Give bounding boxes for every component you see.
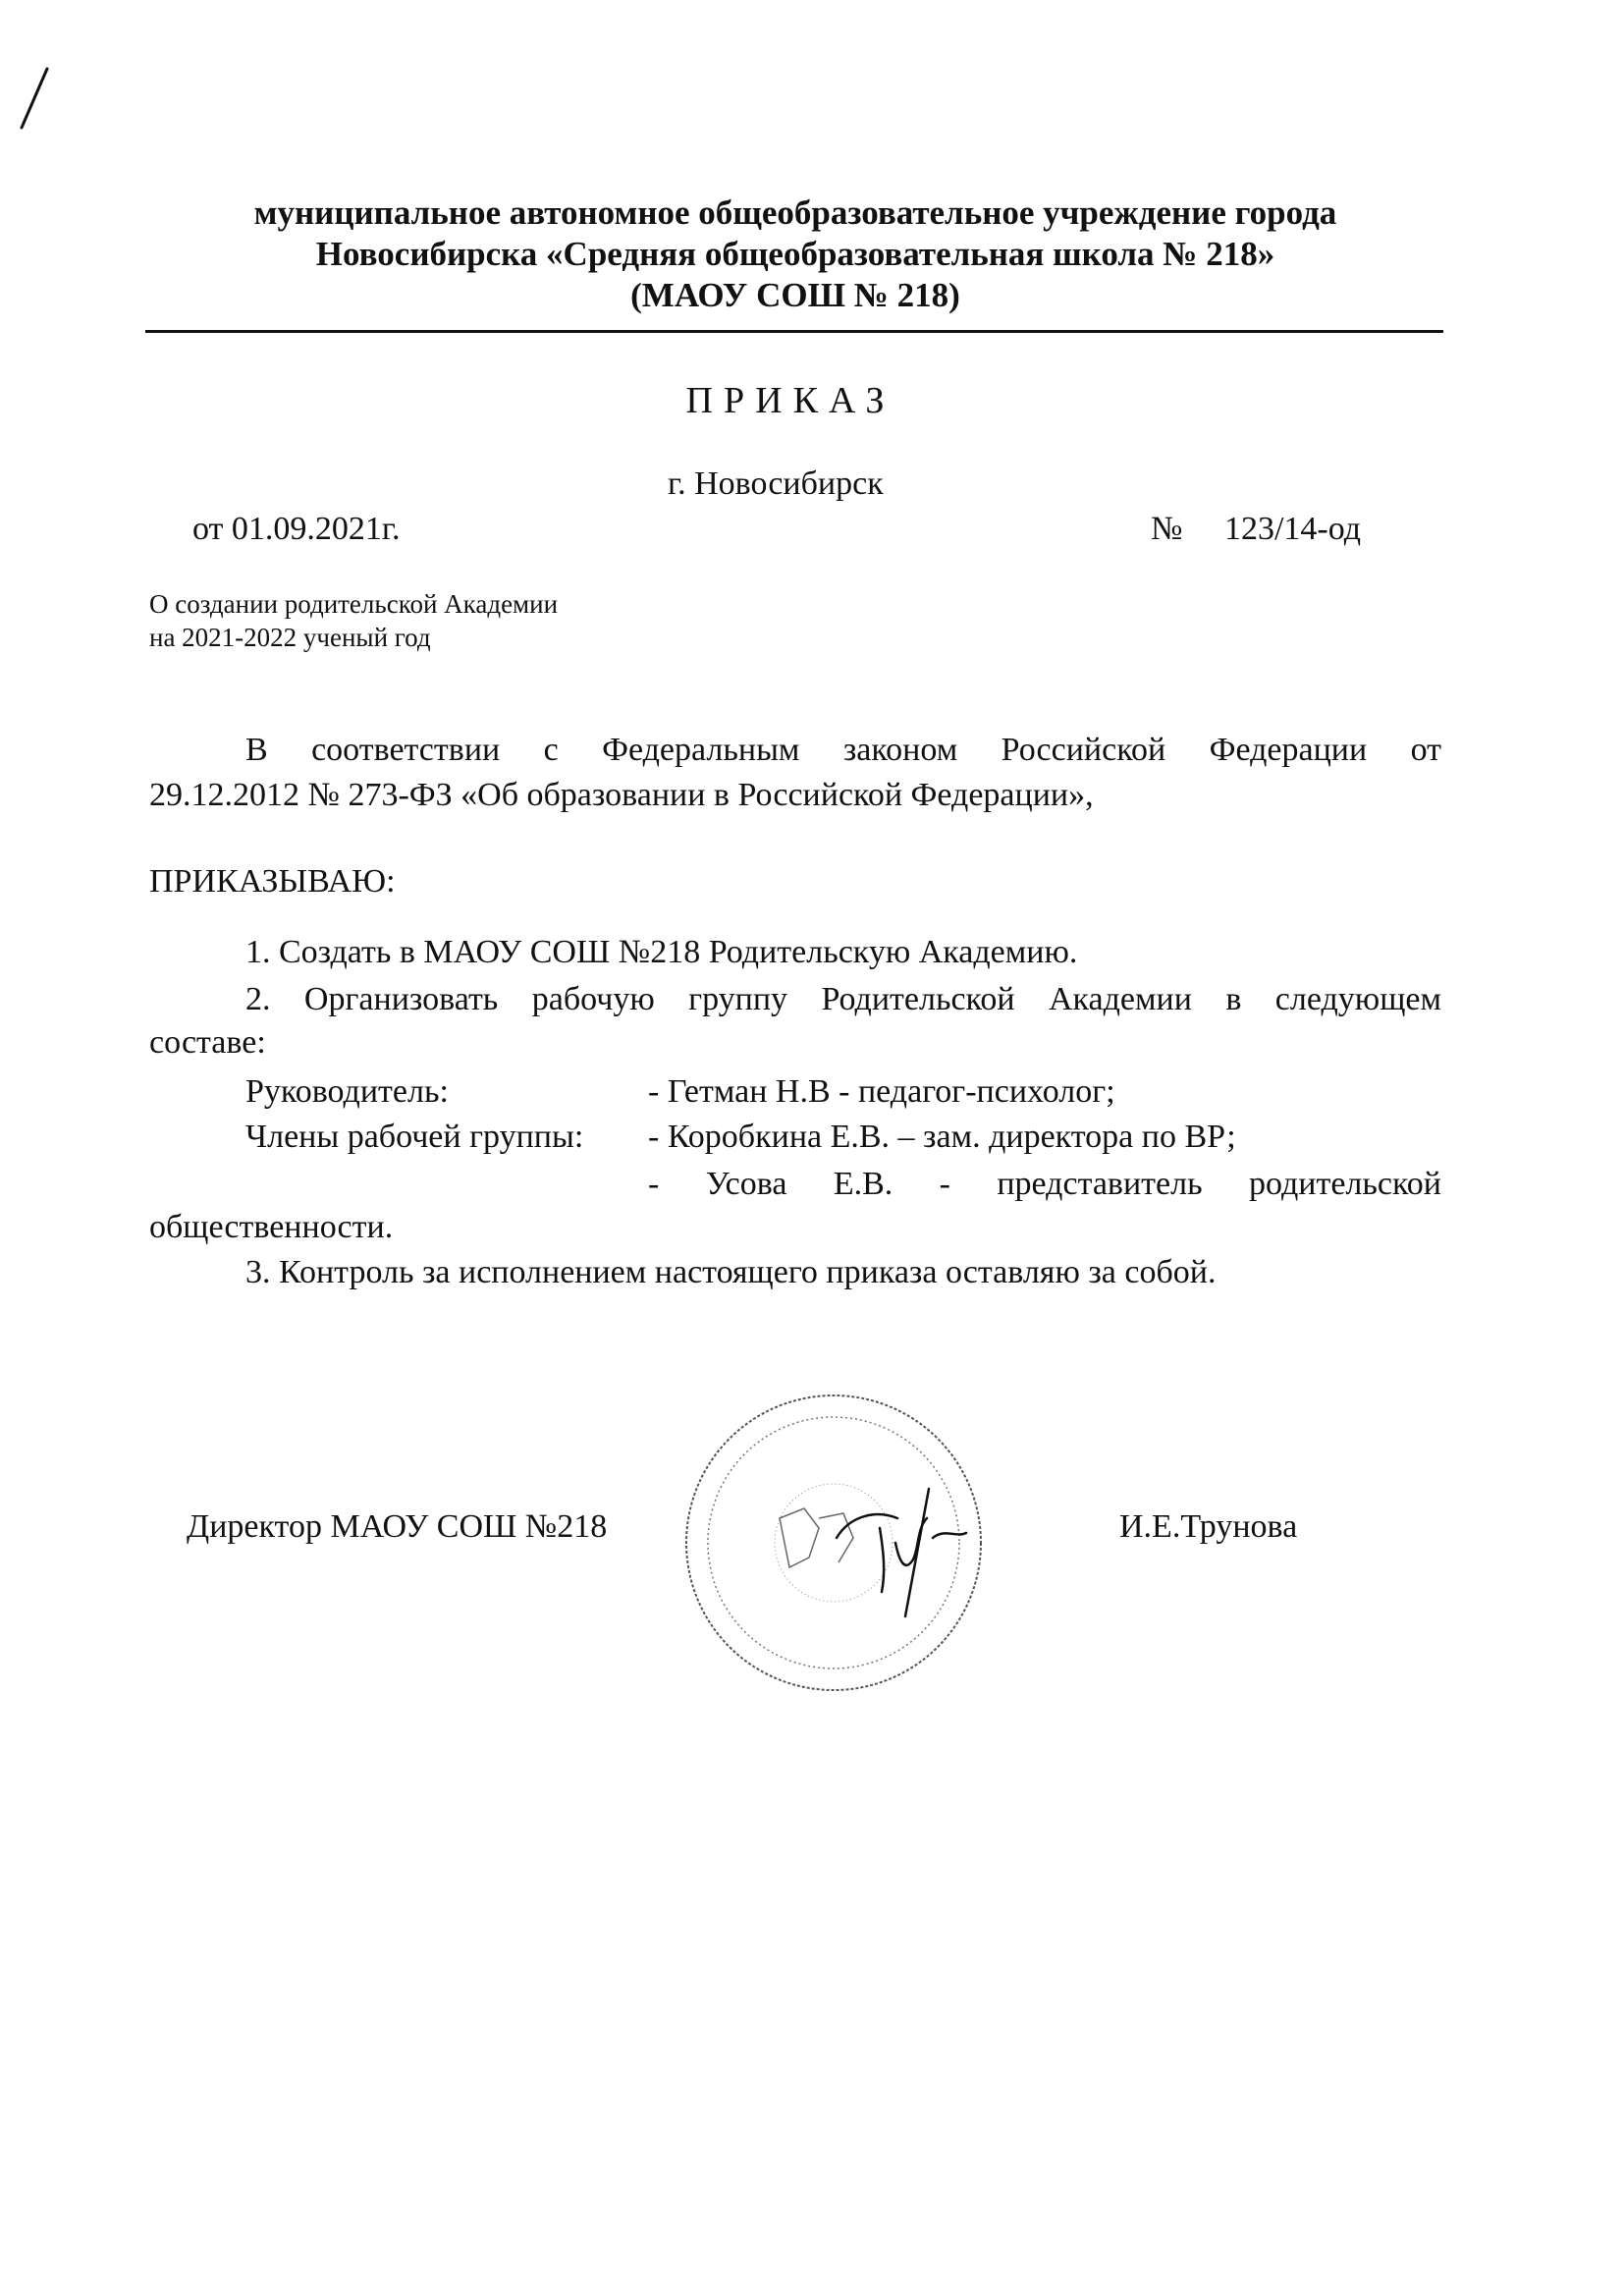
order-number bbox=[1151, 511, 1361, 548]
item-2-line-1: 2. Организовать рабочую группу Родительской Академии в следующем bbox=[245, 981, 1441, 1017]
leader-label: Руководитель: bbox=[245, 1073, 449, 1110]
member-2-line-2: общественности. bbox=[149, 1209, 394, 1245]
order-city: г. Новосибирск bbox=[668, 465, 884, 502]
director-position: Директор МАОУ СОШ №218 bbox=[187, 1508, 608, 1545]
preamble-line-2: 29.12.2012 № 273-ФЗ «Об образовании в Российской Федерации», bbox=[149, 777, 1094, 813]
handwritten-slash-mark bbox=[14, 65, 53, 134]
official-seal-stamp bbox=[672, 1371, 996, 1715]
header-line-2: Новосибирска «Средняя общеобразовательная школа № 218» bbox=[315, 235, 1275, 273]
header-line-1: муниципальное автономное общеобразовательное учреждение города bbox=[253, 193, 1337, 232]
order-title: ПРИКАЗ bbox=[685, 380, 895, 421]
order-date: от 01.09.2021г. bbox=[192, 511, 401, 547]
number-value: 123/14-од bbox=[1223, 511, 1362, 547]
item-2-line-2: составе: bbox=[149, 1024, 266, 1061]
number-sign: № bbox=[1151, 511, 1183, 547]
order-subject bbox=[149, 587, 558, 654]
members-label: Члены рабочей группы: bbox=[245, 1119, 584, 1155]
preamble-line-1: В соответствии с Федеральным законом Российской Федерации от bbox=[245, 732, 1441, 768]
header-line-3: (МАОУ СОШ № 218) bbox=[630, 276, 960, 314]
header-divider bbox=[145, 330, 1443, 333]
item-3: 3. Контроль за исполнением настоящего приказа оставляю за собой. bbox=[245, 1254, 1217, 1290]
handwritten-signature bbox=[837, 1489, 966, 1616]
leader-value: - Гетман Н.В - педагог-психолог; bbox=[648, 1073, 1115, 1110]
member-2-line-1: - Усова Е.В. - представитель родительской bbox=[648, 1166, 1441, 1202]
item-1: 1. Создать в МАОУ СОШ №218 Родительскую Академию. bbox=[245, 934, 1078, 970]
subject-line-1: О создании родительской Академии bbox=[149, 589, 559, 619]
organization-header bbox=[147, 192, 1443, 316]
member-1: - Коробкина Е.В. – зам. директора по ВР; bbox=[648, 1119, 1236, 1155]
director-name: И.Е.Трунова bbox=[1119, 1508, 1298, 1545]
subject-line-2: на 2021-2022 ученый год bbox=[149, 623, 431, 652]
directive-label: ПРИКАЗЫВАЮ: bbox=[149, 863, 396, 900]
